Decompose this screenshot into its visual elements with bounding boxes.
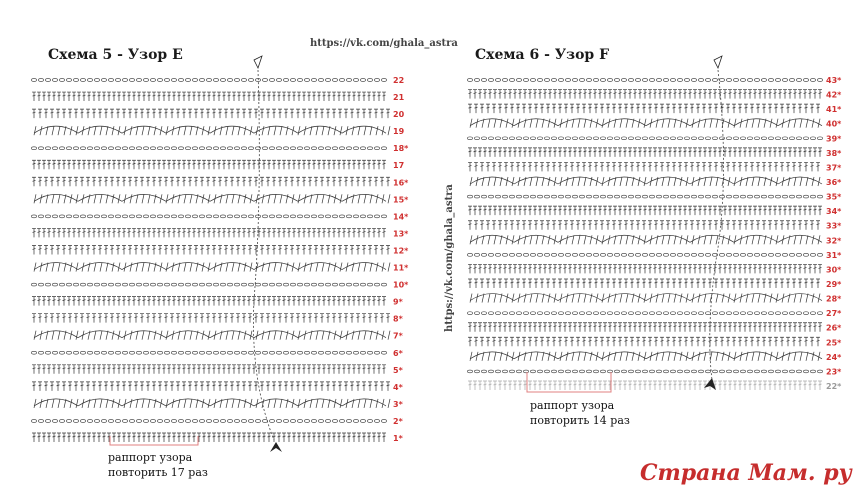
brand-name: Страна Мам bbox=[640, 460, 808, 486]
chart6-row-number: 24* bbox=[826, 352, 842, 362]
chart5-title: Схема 5 - Узор Е bbox=[48, 47, 183, 63]
watermark-top: https://vk.com/ghala_astra bbox=[310, 38, 458, 49]
chart6-row-number: 33* bbox=[826, 221, 842, 231]
chart5-row-number: 9* bbox=[393, 297, 403, 307]
chart6-row-number: 38* bbox=[826, 148, 842, 158]
chart6-row-number: 31* bbox=[826, 250, 842, 260]
chart6-row-number: 22* bbox=[826, 382, 842, 391]
chart6-repeat-bracket bbox=[527, 372, 611, 392]
brand-suffix: . ру bbox=[807, 460, 852, 486]
chart5-join-line bbox=[253, 70, 274, 440]
chart6-row-number: 25* bbox=[826, 338, 842, 348]
chart6-end-marker-icon bbox=[714, 56, 722, 68]
chart6-row-number: 43* bbox=[826, 76, 842, 85]
chart5-repeat-count: повторить 17 раз bbox=[108, 466, 208, 479]
chart5-end-marker-icon bbox=[254, 56, 262, 68]
chart6-row-number: 27* bbox=[826, 309, 842, 319]
brand-logo bbox=[640, 460, 852, 486]
watermark-vertical: https://vk.com/ghala_astra bbox=[444, 184, 455, 332]
chart5-row-number: 12* bbox=[393, 246, 409, 256]
chart5-row-number: 8* bbox=[393, 314, 403, 324]
chart5-row-number: 4* bbox=[393, 382, 403, 392]
chart5-row-number: 18* bbox=[393, 144, 409, 154]
chart6-row-number: 30* bbox=[826, 265, 842, 275]
chart6-repeat-count: повторить 14 раз bbox=[530, 414, 630, 427]
chart6-row-number: 28* bbox=[826, 294, 842, 304]
chart6-row-number: 35* bbox=[826, 192, 842, 202]
chart5-row-number: 17 bbox=[393, 161, 405, 171]
chart5-row-number: 3* bbox=[393, 399, 403, 409]
chart5-row-number: 6* bbox=[393, 348, 403, 358]
chart6-row-number: 40* bbox=[826, 119, 842, 129]
chart5-repeat-caption: раппорт узора bbox=[108, 451, 193, 464]
chart6-stitches bbox=[467, 79, 822, 390]
chart5-row-number: 19 bbox=[393, 127, 405, 137]
chart5-row-number: 11* bbox=[393, 263, 409, 273]
chart5-start-arrow-icon bbox=[270, 442, 282, 452]
chart6-repeat-caption: раппорт узора bbox=[530, 399, 615, 412]
chart6-join-line bbox=[710, 70, 724, 380]
chart6-row-number: 39* bbox=[826, 134, 842, 144]
chart6-row-number: 36* bbox=[826, 178, 842, 187]
chart6-row-number: 32* bbox=[826, 236, 842, 246]
chart5-stitches bbox=[31, 79, 390, 442]
chart5-row-number: 7* bbox=[393, 331, 403, 341]
chart6-row-number: 37* bbox=[826, 163, 842, 173]
chart6-row-number: 29* bbox=[826, 280, 842, 289]
chart5-row-number: 13* bbox=[393, 229, 409, 239]
chart5-row-number: 5* bbox=[393, 365, 403, 375]
chart5-row-number: 22 bbox=[393, 76, 405, 85]
chart5-row-number: 16* bbox=[393, 178, 409, 188]
chart5-row-number: 10* bbox=[393, 280, 409, 290]
chart6-row-number: 42* bbox=[826, 90, 842, 100]
chart5-row-number: 15* bbox=[393, 195, 409, 205]
chart6-row-number: 34* bbox=[826, 207, 842, 217]
chart6-row-number: 41* bbox=[826, 105, 842, 115]
chart5-row-number: 20 bbox=[393, 110, 405, 120]
chart5-row-number: 2* bbox=[393, 416, 403, 426]
chart5-row-number: 21 bbox=[393, 93, 405, 103]
chart6-title: Схема 6 - Узор F bbox=[475, 47, 610, 63]
chart5-row-number: 1* bbox=[393, 434, 403, 443]
chart5-row-number: 14* bbox=[393, 212, 409, 222]
chart6-row-number: 26* bbox=[826, 323, 842, 333]
chart6-row-number: 23* bbox=[826, 367, 842, 377]
